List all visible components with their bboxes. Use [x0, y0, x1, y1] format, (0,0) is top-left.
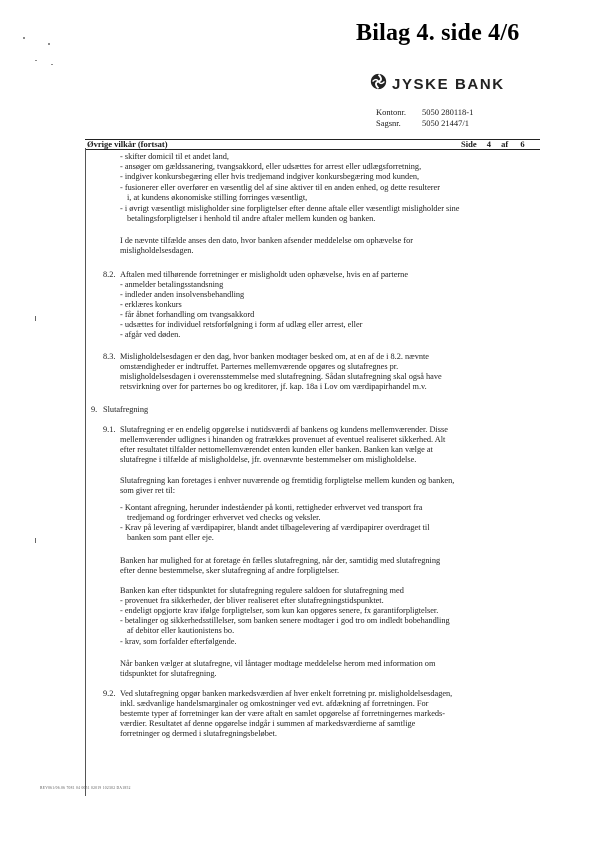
s82-line: - får åbnet forhandling om tvangsakkord	[120, 310, 255, 319]
s82-line: - anmelder betalingsstandsning	[120, 280, 224, 289]
s83-line: Misligholdelsesdagen er den dag, hvor banken modtager besked om, at en af de i 8.2. nævnte	[120, 352, 429, 361]
scan-mark	[48, 43, 50, 45]
sagsnr-label: Sagsnr.	[376, 117, 401, 128]
bullet-line: betalingsforpligtelser i henhold til andre aftaler mellem kunden og banken.	[127, 214, 376, 223]
kontonr-label: Kontonr.	[376, 107, 406, 117]
scan-mark	[35, 316, 36, 321]
s91-line: slutafregne i tilfælde af misligholdelse, jfr. ovennævnte bestemmelser om misligholdelse.	[120, 455, 417, 464]
jyske-bank-logo-icon	[370, 73, 387, 95]
s82-line: - udsættes for individuel retsforfølgning i form af udlæg eller arrest, eller	[120, 320, 363, 329]
af-label: af	[501, 139, 509, 149]
notice-line: misligholdelsesdagen.	[120, 246, 194, 255]
s91-line: mellemværender udlignes i hinanden og fratrækkes provenuet af eventuel realiseret sikkerhed. Alt	[120, 435, 446, 444]
s91-line: banken som pant eller eje.	[127, 533, 214, 542]
section-heading: Slutafregning	[103, 405, 149, 414]
section-number: 9.1.	[103, 425, 116, 434]
kontonr-value: 5050 280118-1	[422, 107, 474, 117]
s83-line: omstændigheder er indtruffet. Parternes mellemværende opgøres og slutafregnes pr.	[120, 362, 399, 371]
page-number: 4	[486, 139, 491, 149]
s82-line: - indleder anden insolvensbehandling	[120, 290, 245, 299]
s91-line: Banken kan efter tidspunktet for slutafregning regulere saldoen for slutafregning med	[120, 586, 404, 595]
scan-mark	[35, 538, 36, 543]
sagsnr-value: 5050 21447/1	[422, 117, 469, 128]
s92-line: Ved slutafregning opgør banken markedsværdien af hver enkelt forretning pr. misligholdelsesdagen,	[120, 689, 453, 698]
s91-line: - endeligt opgjorte krav ifølge forpligtelser, som kun kan opgøres senere, fx garantiforpligtelser.	[120, 606, 439, 615]
bank-logo	[370, 73, 505, 95]
s91-line: - betalinger og sikkerhedsstillelser, som banken senere modtager i god tro om indledt bobehandling	[120, 616, 450, 625]
s91-line: - Krav på levering af værdipapirer, blandt andet tilbagelevering af værdipapirer overdraget til	[120, 523, 430, 532]
scan-mark	[23, 37, 25, 39]
bullet-line: - skifter domicil til et andet land,	[120, 152, 229, 161]
bullet-line: - i øvrigt væsentligt misligholder sine forpligtelser efter denne aftale eller væsentligt misligholder sine	[120, 204, 460, 213]
s91-line: efter resultatet tilfalder nettomellemværendet enten kunden eller banken. Banken kan vælge at	[120, 445, 433, 454]
s91-line: efter denne bestemmelse, sker slutafregning af andre forpligtelser.	[120, 566, 340, 575]
s91-line: - Kontant afregning, herunder indeståender på konti, rettigheder erhvervet ved transport fra	[120, 503, 423, 512]
bank-name: JYSKE BANK	[392, 75, 505, 93]
bilag-stamp: Bilag 4. side 4/6	[356, 20, 520, 46]
s91-line: tidspunktet for slutafregning.	[120, 669, 217, 678]
section-number: 9.	[91, 405, 98, 414]
section-number: 8.3.	[103, 352, 116, 361]
scan-mark	[51, 64, 53, 65]
s82-line: - afgår ved døden.	[120, 330, 181, 339]
s82-line: Aftalen med tilhørende forretninger er misligholdt uden ophævelse, hvis en af parterne	[120, 270, 408, 279]
side-label: Side	[461, 139, 477, 149]
s91-line: - provenuet fra sikkerheder, der bliver realiseret efter slutafregningstidspunktet.	[120, 596, 384, 605]
s91-line: Slutafregning er en endelig opgørelse i nutidsværdi af bankens og kundens mellemværender. Disse	[120, 425, 448, 434]
bullet-line: - ansøger om gældssanering, tvangsakkord, eller udsættes for arrest eller udlægsforretning,	[120, 162, 422, 171]
s82-line: - erklæres konkurs	[120, 300, 182, 309]
s83-line: retsvirkning over for parternes bo og kreditorer, jf. kap. 18a i Lov om værdipapirhandel m.v.	[120, 382, 427, 391]
section-header-bar	[85, 139, 540, 150]
s91-line: - krav, som forfalder efterfølgende.	[120, 637, 237, 646]
page-total: 6	[520, 139, 525, 149]
s91-line: Banken har mulighed for at foretage én fælles slutafregning, når der, samtidig med slutafregning	[120, 556, 441, 565]
s92-line: bestemte typer af forretninger kan der være aftalt en samlet opgørelse af forretningernes markeds-	[120, 709, 446, 718]
notice-line: I de nævnte tilfælde anses den dato, hvor banken afsender meddelelse om ophævelse for	[120, 236, 414, 245]
bullet-line: - fusionerer eller overfører en væsentlig del af sine aktiver til en anden enhed, og dette resulterer	[120, 183, 440, 192]
section-number: 8.2.	[103, 270, 116, 279]
s83-line: misligholdelsesdagen i overensstemmelse med slutafregning. Sådan slutafregning skal også have	[120, 372, 442, 381]
s91-line: tredjemand og fordringer erhvervet ved checks og veksler.	[127, 513, 321, 522]
section-number: 9.2.	[103, 689, 116, 698]
s91-line: som giver ret til:	[120, 486, 176, 495]
bullet-line: i, at kundens økonomiske stilling forringes væsentligt,	[127, 193, 308, 202]
page-indicator	[461, 140, 525, 149]
s91-line: Når banken vælger at slutafregne, vil låntager modtage meddelelse herom med information om	[120, 659, 436, 668]
margin-rule	[85, 148, 86, 796]
section-title: Øvrige vilkår (fortsat)	[87, 139, 168, 149]
s91-line: af debitor eller kautionistens bo.	[127, 626, 235, 635]
bullet-line: - indgiver konkursbegæring eller hvis tredjemand indgiver konkursbegæring mod kunden,	[120, 172, 420, 181]
s91-line: Slutafregning kan foretages i enhver nuværende og fremtidig forpligtelse mellem kunden og banken,	[120, 476, 455, 485]
s92-line: værdier. Resultatet af denne opgørelse indgår i summen af markedsværdierne af samtlige	[120, 719, 416, 728]
s92-line: forretninger og dermed i slutafregningsbeløbet.	[120, 729, 277, 738]
scan-mark	[35, 60, 37, 61]
account-references	[376, 107, 473, 128]
form-code: BEV061/06.06 7081 04 0051 02019 102302 DA1852	[40, 786, 131, 790]
s92-line: inkl. sædvanlige handelsmarginaler og omkostninger ved evt. afdækning af forretningen. For	[120, 699, 429, 708]
